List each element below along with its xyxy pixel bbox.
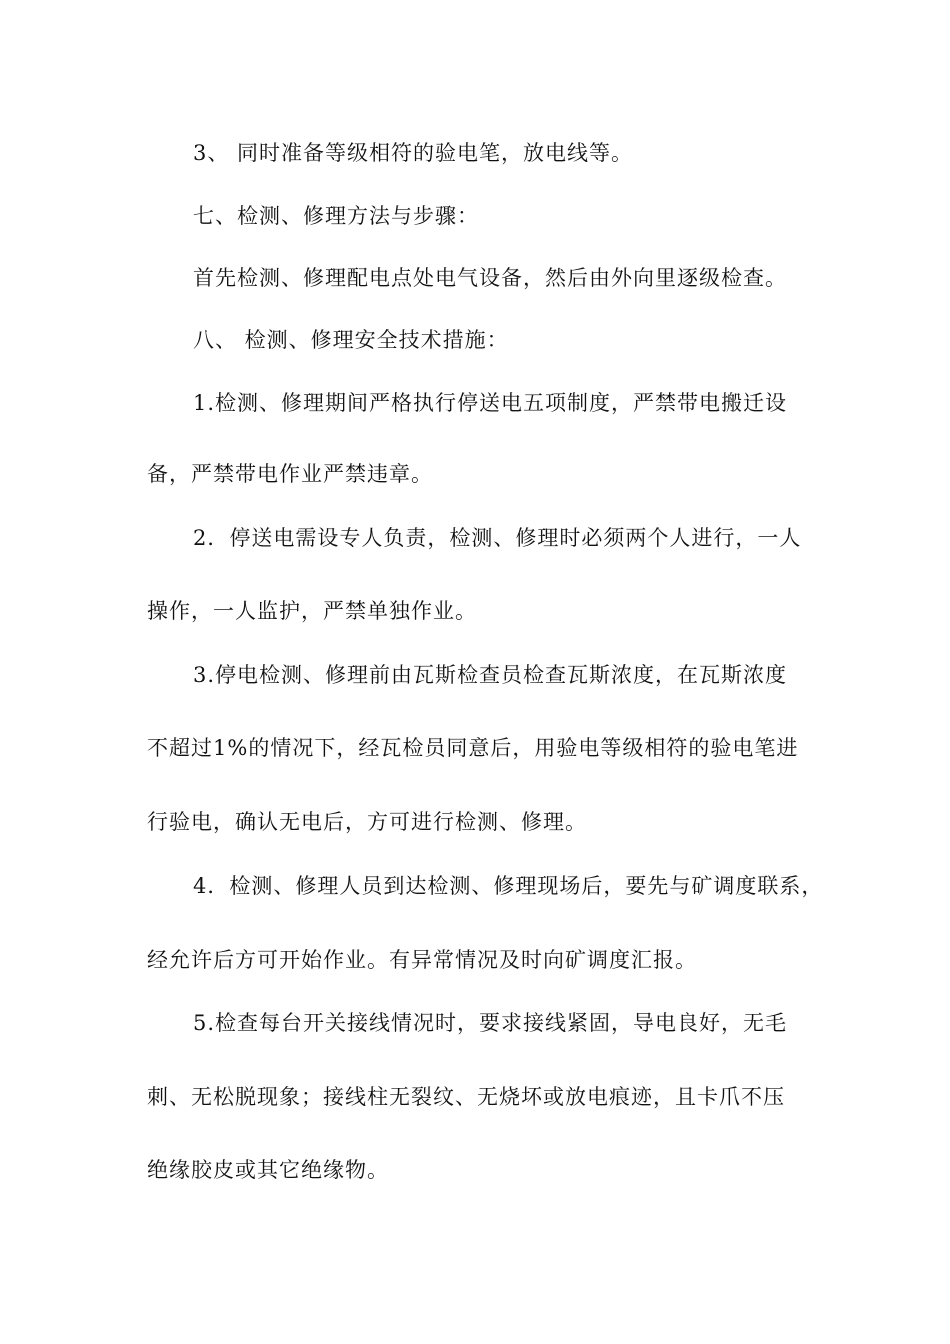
text-line: 不超过1%的情况下，经瓦检员同意后，用验电等级相符的验电笔进 xyxy=(147,736,799,760)
text-line: 经允许后方可开始作业。有异常情况及时向矿调度汇报。 xyxy=(147,948,697,972)
text-line: 4．检测、修理人员到达检测、修理现场后，要先与矿调度联系， xyxy=(193,874,824,898)
text-line: 刺、无松脱现象；接线柱无裂纹、无烧坏或放电痕迹，且卡爪不压 xyxy=(147,1085,785,1109)
section-heading: 八、 检测、修理安全技术措施： xyxy=(193,328,509,352)
text-line: 绝缘胶皮或其它绝缘物。 xyxy=(147,1158,389,1182)
text-line: 行验电，确认无电后，方可进行检测、修理。 xyxy=(147,810,587,834)
text-line: 1.检测、修理期间严格执行停送电五项制度，严禁带电搬迁设 xyxy=(193,391,788,415)
text-line: 备，严禁带电作业严禁违章。 xyxy=(147,462,433,486)
text-line: 3、 同时准备等级相符的验电笔，放电线等。 xyxy=(193,141,634,165)
text-line: 5.检查每台开关接线情况时，要求接线紧固，导电良好，无毛 xyxy=(193,1011,788,1035)
text-line: 操作，一人监护，严禁单独作业。 xyxy=(147,599,477,623)
section-heading: 七、检测、修理方法与步骤： xyxy=(193,204,479,228)
text-line: 2．停送电需设专人负责，检测、修理时必须两个人进行，一人 xyxy=(193,526,802,550)
text-line: 3.停电检测、修理前由瓦斯检查员检查瓦斯浓度，在瓦斯浓度 xyxy=(193,663,788,687)
text-line: 首先检测、修理配电点处电气设备，然后由外向里逐级检查。 xyxy=(193,266,787,290)
